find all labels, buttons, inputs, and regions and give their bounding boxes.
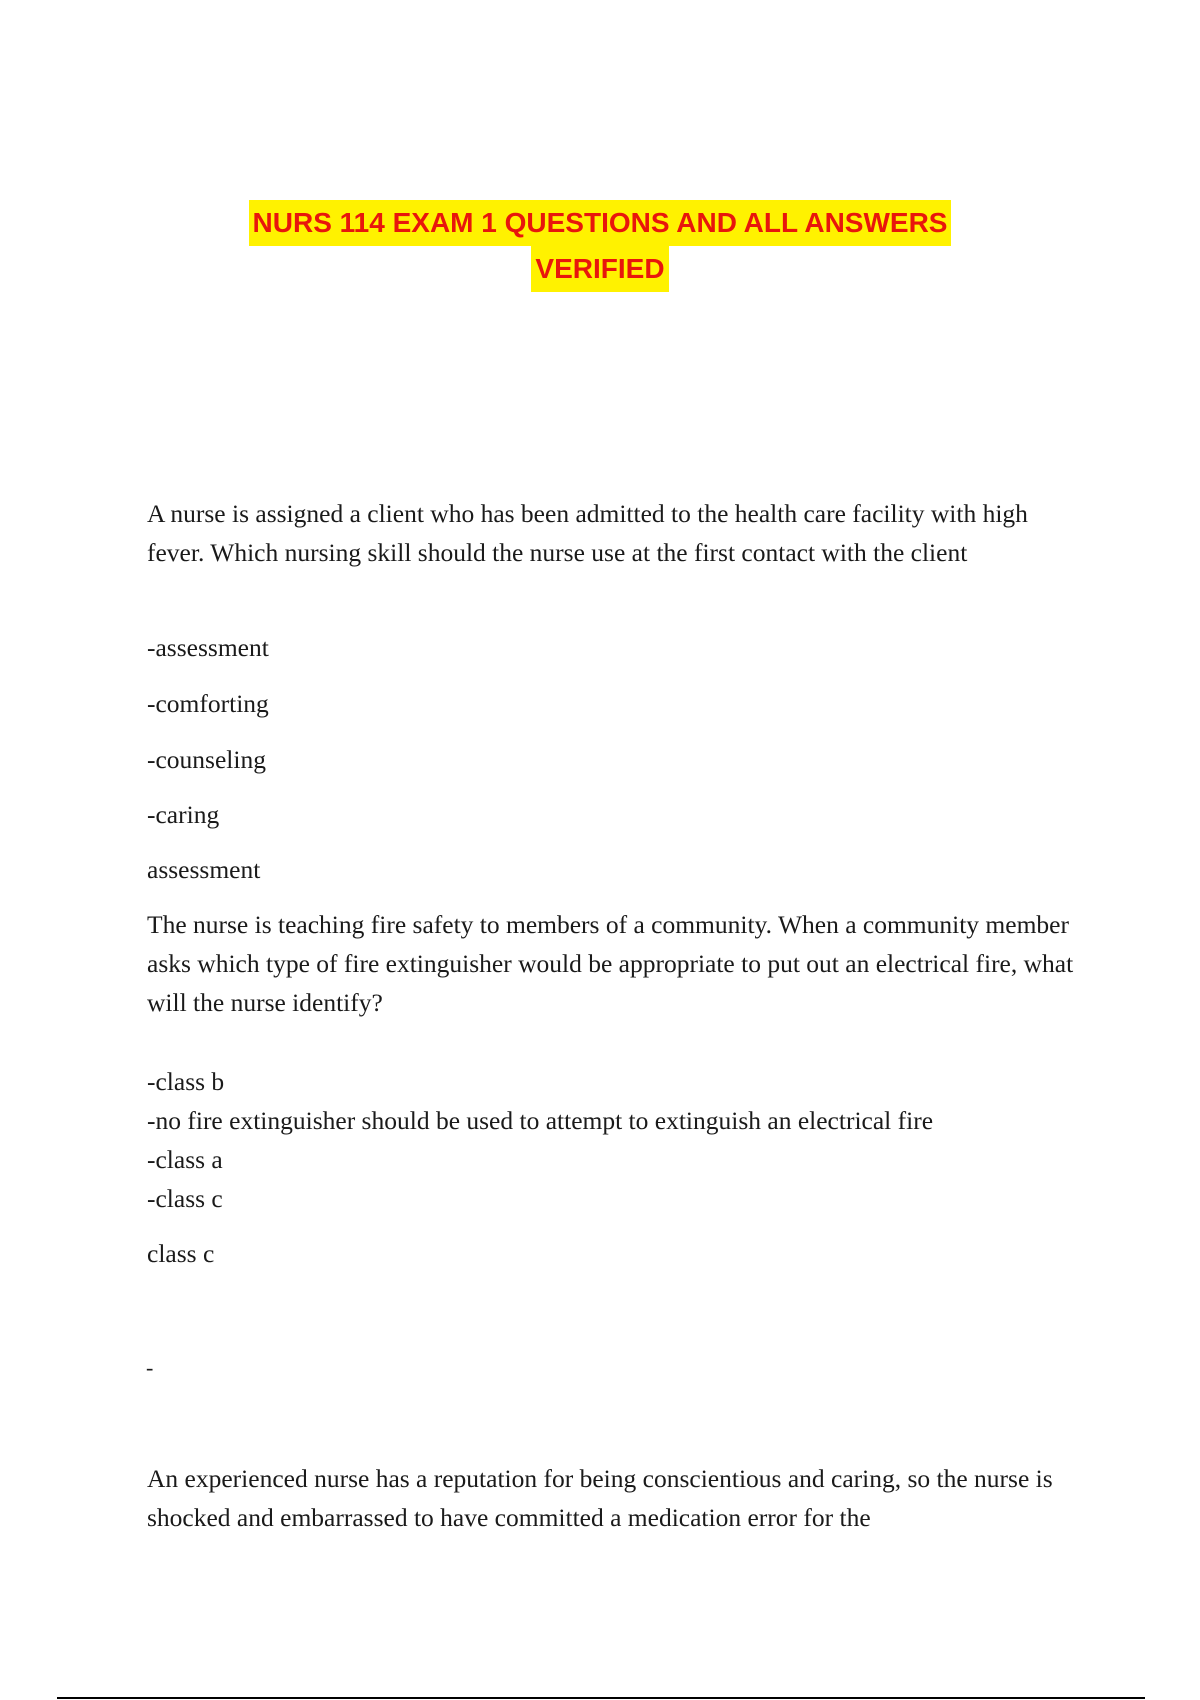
question-2-option-3: -class a [147,1145,223,1174]
title-line-2: VERIFIED [531,246,668,292]
question-2-answer: class c [147,1239,215,1268]
question-2-option-1: -class b [147,1067,225,1096]
document-title [0,200,1200,292]
question-1-option-4: -caring [147,800,220,829]
question-2-option-4: -class c [147,1184,223,1213]
page-bottom-rule [57,1697,1145,1699]
question-1-option-3: -counseling [147,745,266,774]
question-1-option-2: -comforting [147,689,269,718]
question-1-option-1: -assessment [147,633,269,662]
question-1-answer: assessment [147,855,261,884]
question-3-text: An experienced nurse has a reputation for being conscientious and caring, so the nurse is shocked and embarrassed to have committed a medication error for the [147,1464,1053,1532]
question-1-text: A nurse is assigned a client who has been admitted to the health care facility with high fever. Which nursing skill should the nurse use at the first contact with the client [147,499,1028,567]
stray-dash-mark: - [146,1355,154,1380]
question-2-text: The nurse is teaching fire safety to members of a community. When a community member asks which type of fire extinguisher would be appropriate to put out an electrical fire, what will the nurse identify? [147,910,1074,1017]
title-line-1: NURS 114 EXAM 1 QUESTIONS AND ALL ANSWERS [249,200,952,246]
question-2-option-2: -no fire extinguisher should be used to attempt to extinguish an electrical fire [147,1106,934,1135]
